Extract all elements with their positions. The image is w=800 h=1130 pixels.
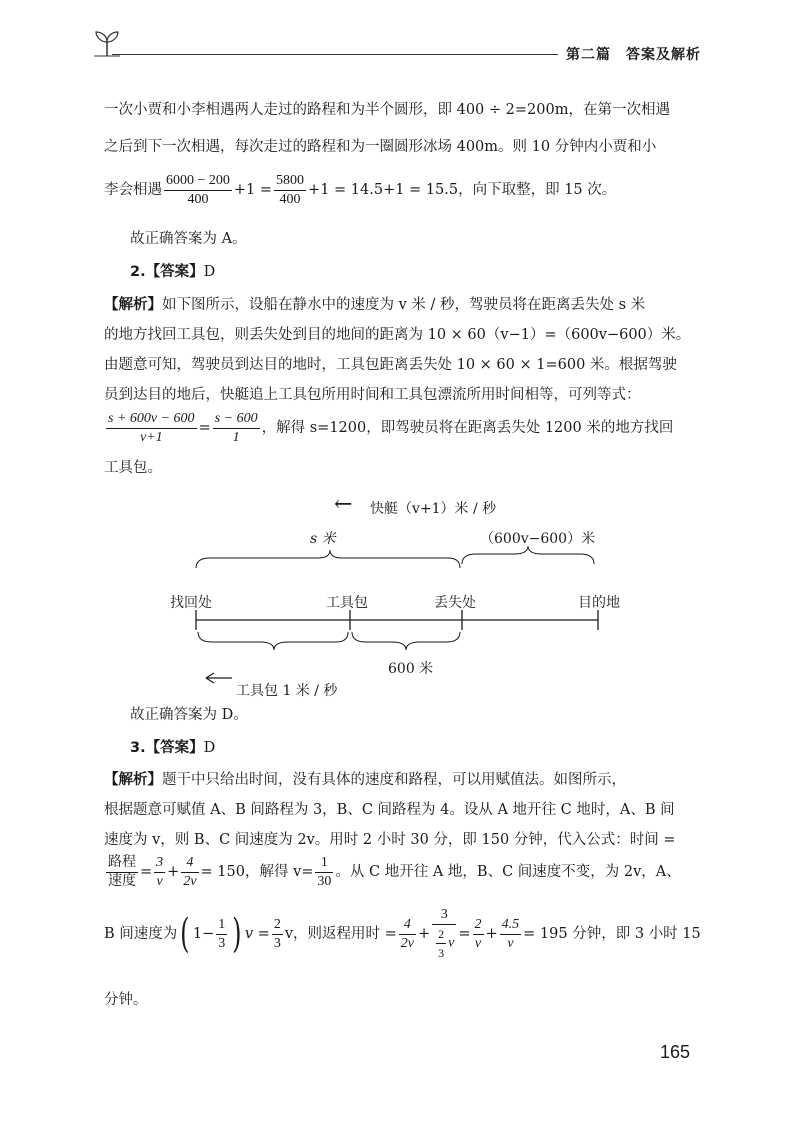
expr-part: 1− (192, 926, 215, 942)
paren-close: ) (232, 911, 242, 957)
frac-num: 3 (154, 854, 165, 873)
q2-line5-suffix: ，解得 s=1200，即驾驶员将在距离丢失处 1200 米的地方找回 (261, 420, 674, 436)
q3-heading (130, 738, 215, 758)
q3-line1 (104, 770, 626, 790)
q2-line5 (104, 408, 673, 448)
plus-sign: + (417, 926, 431, 942)
fraction-5800 (274, 172, 306, 209)
frac-den: 3 (218, 935, 226, 951)
q3-line4 (104, 852, 681, 892)
frac-den: v (156, 873, 163, 889)
expr-part: v = (244, 926, 270, 942)
point-recovery: 找回处 (170, 595, 212, 611)
q3-explanation-tag: 【解析】 (104, 772, 162, 788)
frac-den: 2v (183, 873, 197, 889)
right-distance-label: （600v−600）米 (480, 531, 596, 547)
fraction-3-over-2-3v (432, 906, 456, 962)
fraction-2-v (473, 916, 484, 953)
q3-line5 (104, 906, 701, 962)
q3-answer-tag: 【答案】 (145, 740, 204, 756)
fraction-6000-200 (164, 172, 232, 209)
fraction-1-30 (315, 854, 333, 891)
distance-600-label: 600 米 (388, 661, 434, 677)
fraction-1-3 (216, 916, 227, 953)
expr-part: +1 = (233, 182, 273, 198)
frac-den: v+1 (139, 429, 163, 445)
q3-line5-prefix: B 间速度为 (104, 926, 178, 942)
fraction-equation-right (213, 410, 260, 447)
plus-sign: + (167, 864, 180, 880)
frac-den: 400 (279, 191, 301, 207)
q2-number: 2. (130, 264, 146, 280)
q3-line3: 速度为 v，则 B、C 间速度为 2v。用时 2 小时 30 分，即 150 分钟，代入公式：时间 = (104, 832, 676, 848)
answer2: 故正确答案为 D。 (130, 707, 248, 723)
frac-den: 30 (317, 873, 332, 889)
equals-sign: = (140, 864, 153, 880)
frac-den: 速度 (108, 873, 136, 889)
para1-line3 (104, 170, 616, 210)
equals-sign: = (458, 926, 471, 942)
frac-num: 2 (272, 916, 283, 935)
q3-line5-suffix: = 195 分钟，即 3 小时 15 (523, 926, 701, 942)
frac-den: 2v (400, 935, 414, 951)
fraction-3-v (154, 854, 165, 891)
q2-line1 (104, 295, 645, 315)
answer1: 故正确答案为 A。 (130, 231, 247, 247)
point-destination: 目的地 (578, 595, 620, 611)
expr-part: v，则返程用时 = (284, 926, 397, 942)
q3-answer-value: D (203, 740, 216, 756)
boat-diagram (0, 480, 800, 700)
frac-den: 3 (438, 946, 445, 960)
fraction-4-2v-return (399, 916, 416, 953)
toolbag-speed-label: 工具包 1 米 / 秒 (236, 683, 338, 699)
frac-den: 400 (187, 191, 209, 207)
q3-text: 题干中只给出时间，没有具体的速度和路程，可以用赋值法。如图所示， (162, 772, 626, 788)
expr-part: = 150，解得 v= (200, 864, 314, 880)
frac-den: 3 (273, 935, 281, 951)
q2-explanation-tag: 【解析】 (104, 297, 162, 313)
frac-num: 4 (399, 916, 416, 935)
paren-open: ( (180, 911, 190, 957)
frac-num: 1 (216, 916, 227, 935)
s-meters-label: s 米 (310, 531, 336, 547)
q2-line4: 员到达目的地后，快艇追上工具包所用时间和工具包漂流所用时间相等，可列等式： (104, 387, 641, 403)
q3-line4-suffix: 。从 C 地开往 A 地，B、C 间速度不变，为 2v，A、 (335, 864, 681, 880)
frac-den: v (507, 935, 514, 951)
q2-line2: 的地方找回工具包，则丢失处到目的地间的距离为 10 × 60（v−1）=（600v−600）米。 (104, 327, 691, 343)
chapter-title: 第二篇 答案及解析 (566, 47, 701, 63)
fraction-equation-left (106, 410, 197, 447)
para1-line1: 一次小贾和小李相遇两人走过的路程和为半个圆形，即 400 ÷ 2=200m，在第一次相遇 (104, 102, 670, 118)
speed-boat-label: 快艇（v+1）米 / 秒 (370, 501, 497, 517)
frac-num: 1 (315, 854, 333, 873)
frac-num: s + 600v − 600 (106, 410, 197, 429)
frac-num: 2 (473, 916, 484, 935)
frac-num: 4.5 (500, 916, 522, 935)
frac-num: 2 (436, 925, 446, 944)
q2-answer-value: D (203, 264, 216, 280)
q3-line6: 分钟。 (104, 992, 148, 1008)
page-number: 165 (660, 1042, 691, 1062)
frac-den: v (474, 935, 482, 951)
fraction-distance-speed (106, 854, 138, 891)
q3-number: 3. (130, 740, 146, 756)
point-toolbag: 工具包 (326, 595, 368, 611)
frac-num: 5800 (274, 172, 306, 191)
frac-den-compound (432, 925, 456, 962)
equals-sign: = (198, 420, 211, 436)
header-rule (112, 54, 558, 55)
frac-num: 6000 − 200 (164, 172, 232, 191)
plus-sign: + (485, 926, 498, 942)
var-v: v (448, 935, 455, 951)
q2-text: 如下图所示，设船在静水中的速度为 v 米 / 秒，驾驶员将在距离丢失处 s 米 (162, 297, 646, 313)
fraction-4.5-v (500, 916, 522, 953)
q2-heading (130, 262, 215, 282)
q2-line6: 工具包。 (104, 460, 162, 476)
frac-num: 路程 (106, 854, 138, 873)
para1-line2: 之后到下一次相遇，每次走过的路程和为一圈圆形冰场 400m。则 10 分钟内小贾和小 (104, 139, 657, 155)
para1-line3-prefix: 李会相遇 (104, 182, 162, 198)
left-arrow-icon: ← (334, 492, 353, 517)
para1-line3-suffix: +1 = 14.5+1 = 15.5，向下取整，即 15 次。 (308, 182, 617, 198)
fraction-2-3-inner (436, 925, 446, 962)
point-lost: 丢失处 (434, 595, 476, 611)
fraction-2-3 (272, 916, 283, 953)
fraction-4-2v (181, 854, 198, 891)
frac-num: 4 (181, 854, 198, 873)
frac-num: s − 600 (213, 410, 260, 429)
q3-line2: 根据题意可赋值 A、B 间路程为 3，B、C 间路程为 4。设从 A 地开往 C 地时，A、B 间 (104, 802, 675, 818)
q2-line3: 由题意可知，驾驶员到达目的地时，工具包距离丢失处 10 × 60 × 1=600 米。根据驾驶 (104, 357, 677, 373)
frac-num: 3 (432, 906, 456, 925)
frac-den: 1 (232, 429, 240, 445)
q2-answer-tag: 【答案】 (145, 264, 204, 280)
